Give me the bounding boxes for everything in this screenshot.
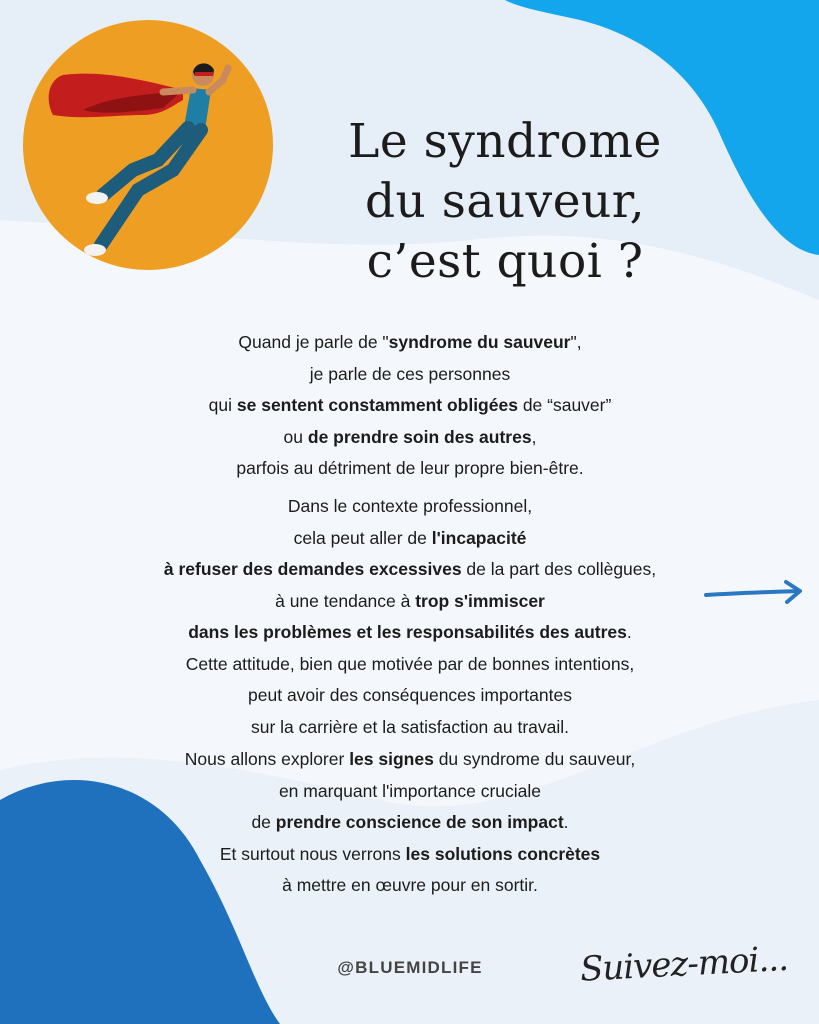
text-line: parfois au détriment de leur propre bien-être.	[236, 458, 584, 478]
text-line: à mettre en œuvre pour en sortir.	[282, 875, 538, 895]
page-title	[290, 112, 720, 292]
text-line: sur la carrière et la satisfaction au travail.	[250, 716, 570, 737]
text-line: Et surtout nous verrons les solutions concrètes	[219, 843, 601, 864]
intro-paragraph	[60, 327, 760, 485]
arrow-right-icon[interactable]	[702, 578, 806, 608]
text-line: dans les problèmes et les responsabilités des autres.	[188, 622, 632, 642]
context-paragraph	[60, 491, 760, 743]
text-line: qui se sentent constamment obligées de “sauver”	[208, 395, 612, 415]
title-line-2: du sauveur,	[364, 174, 646, 229]
text-line: cela peut aller de l'incapacité	[293, 527, 527, 548]
text-line: ou de prendre soin des autres,	[283, 426, 537, 447]
text-line: Nous allons explorer les signes du syndrome du sauveur,	[184, 749, 636, 769]
text-line: Quand je parle de "syndrome du sauveur",	[238, 332, 582, 352]
text-line: je parle de ces personnes	[309, 363, 511, 384]
text-line: en marquant l'importance cruciale	[278, 780, 542, 801]
social-handle[interactable]: @BLUEMIDLIFE	[337, 958, 483, 977]
text-line: à une tendance à trop s'immiscer	[275, 590, 545, 611]
title-line-3: c’est quoi ?	[366, 234, 644, 289]
text-line: Cette attitude, bien que motivée par de bonnes intentions,	[185, 653, 635, 674]
superhero-photo	[23, 20, 273, 270]
title-line-1: Le syndrome	[348, 114, 662, 169]
outlook-paragraph	[60, 744, 760, 902]
text-line: Dans le contexte professionnel,	[287, 496, 533, 516]
follow-me-signature: Suivez-moi...	[579, 938, 789, 990]
text-line: de prendre conscience de son impact.	[251, 812, 569, 832]
text-line: peut avoir des conséquences importantes	[248, 685, 572, 705]
text-line: à refuser des demandes excessives de la part des collègues,	[163, 559, 657, 579]
